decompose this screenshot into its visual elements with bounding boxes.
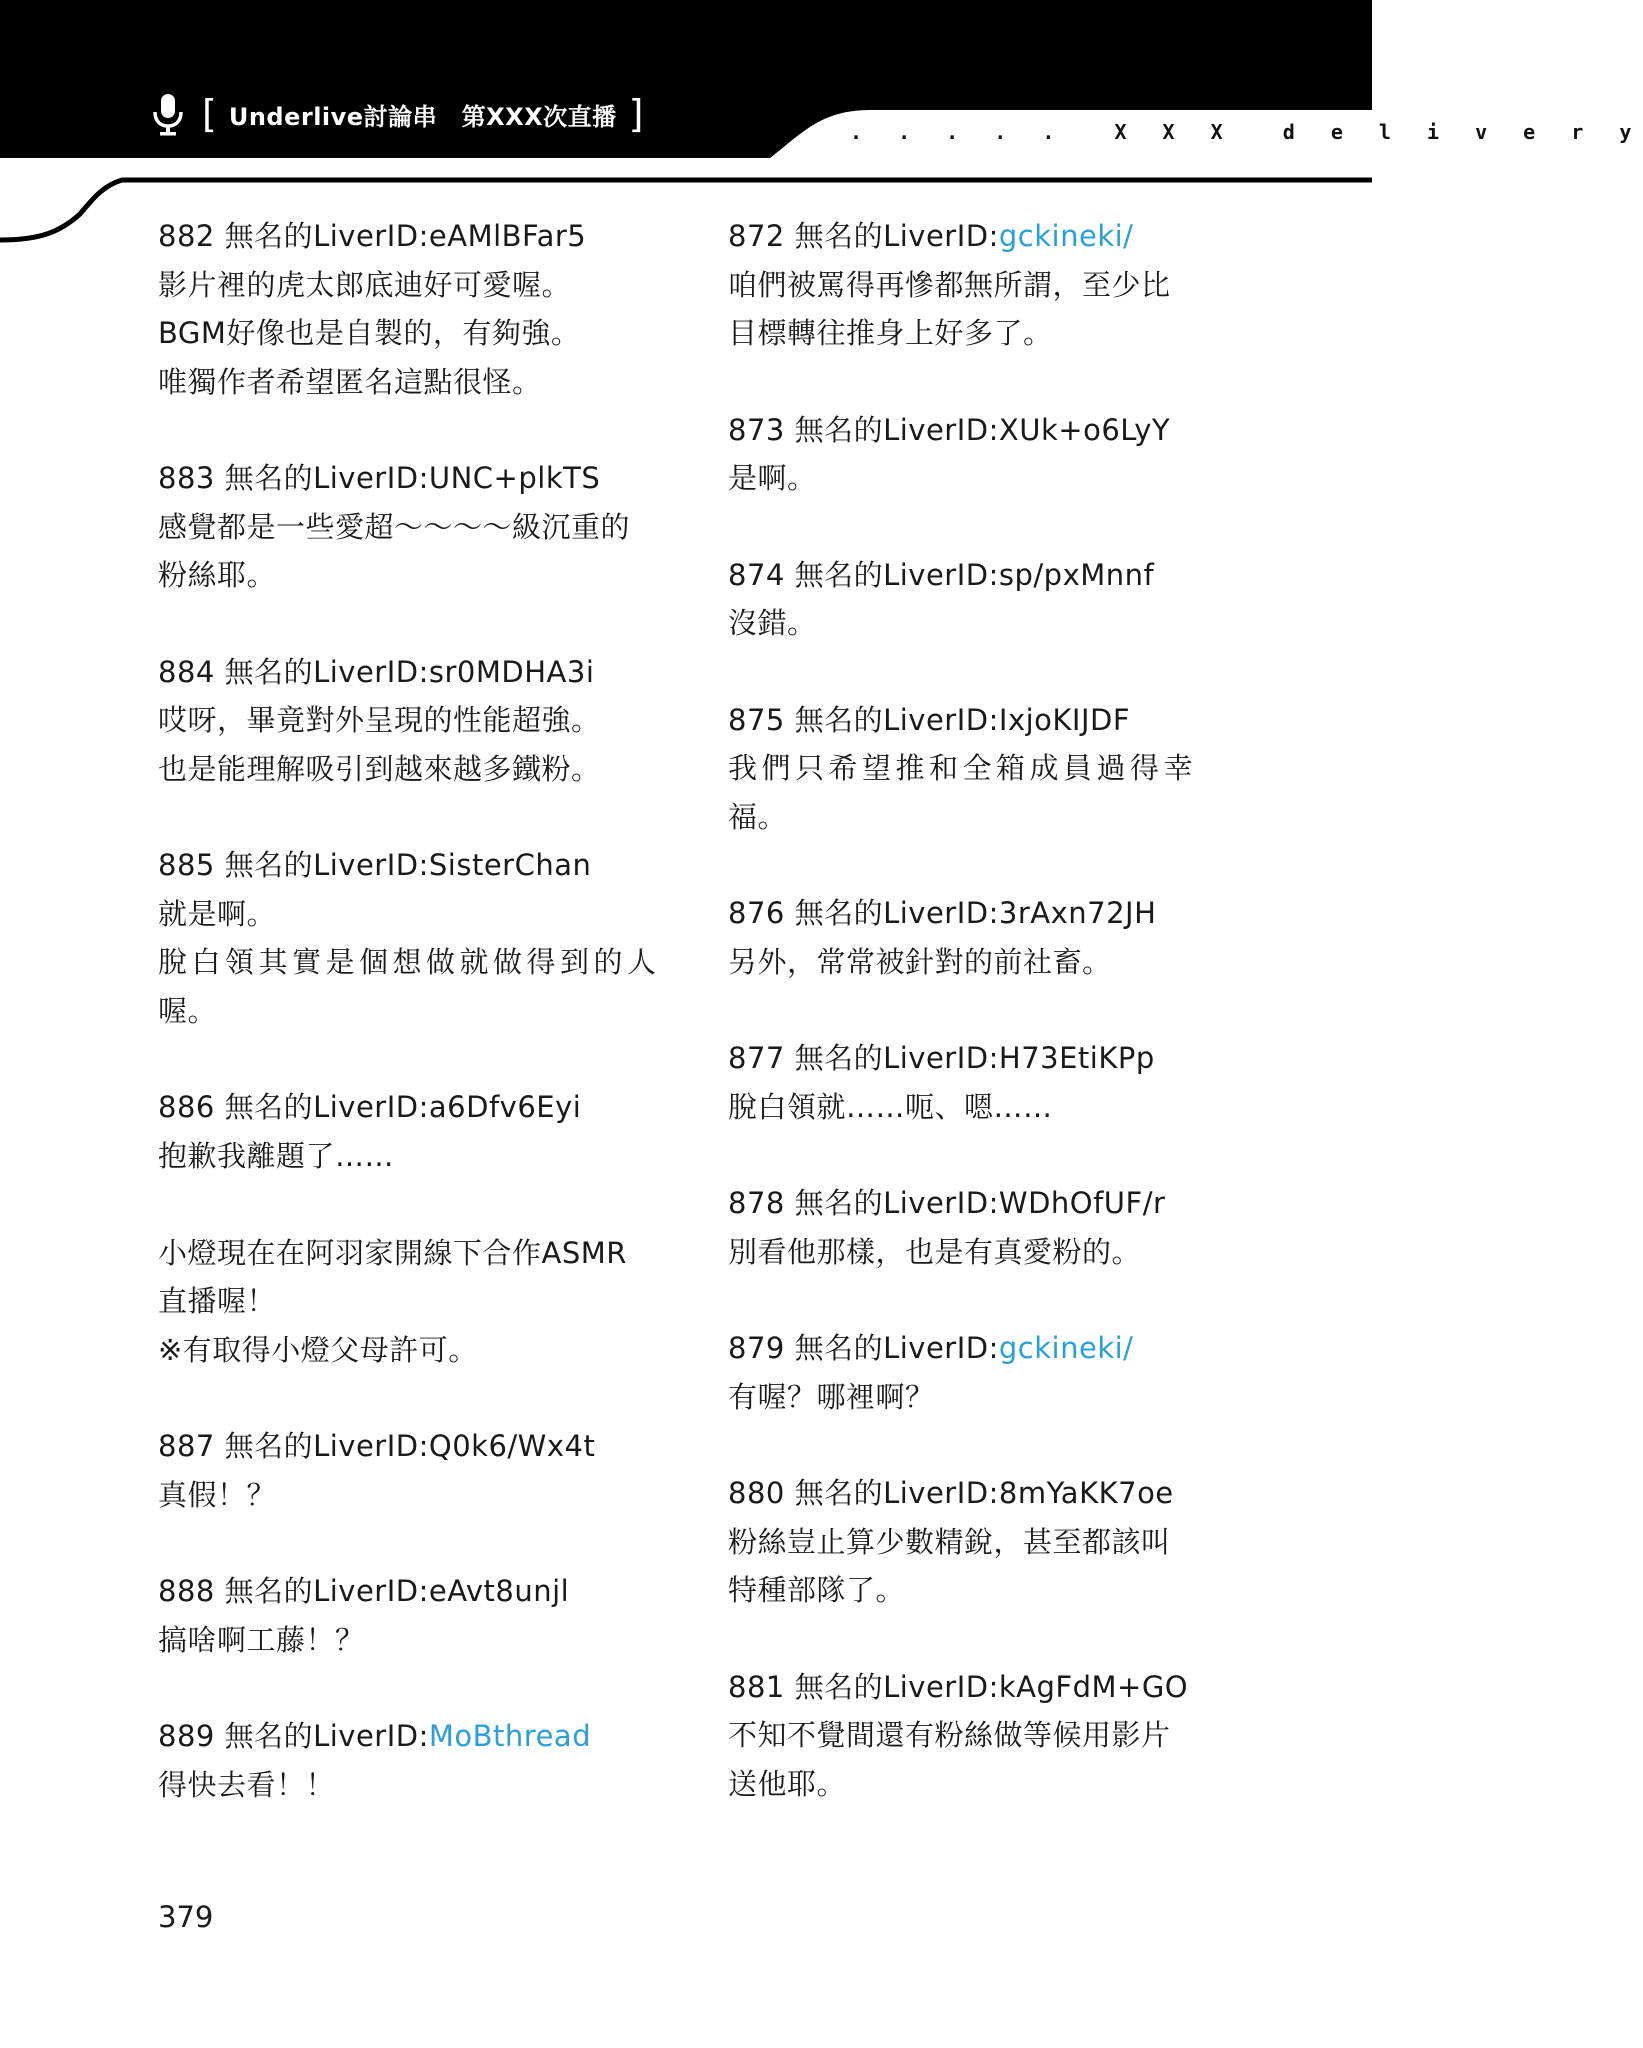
- poster-id: IxjoKIJDF: [998, 702, 1131, 737]
- post-header: [158, 841, 658, 890]
- post-text-line: 唯獨作者希望匿名這點很怪。: [158, 364, 542, 399]
- post-number: 875: [728, 702, 785, 737]
- id-label: ID:: [956, 896, 999, 930]
- header-title: Underlive討論串 第XXX次直播: [228, 102, 617, 131]
- id-label: ID:: [386, 1090, 429, 1124]
- post-header: [158, 1422, 658, 1471]
- post-number: 879: [728, 1331, 785, 1365]
- post-text-line: 送他耶。: [728, 1766, 847, 1801]
- post-text-line: 目標轉往推身上好多了。: [728, 316, 1053, 350]
- post-header: [728, 1034, 1228, 1083]
- id-label: ID:: [956, 1331, 999, 1365]
- post-text-line: 別看他那樣，也是有真愛粉的。: [728, 1234, 1142, 1269]
- post-header: [728, 889, 1228, 938]
- id-label: ID:: [956, 1041, 999, 1075]
- post-text-line: 搞啥啊工藤！？: [158, 1622, 365, 1657]
- post-text-line: 是啊。: [728, 461, 817, 495]
- id-label: ID:: [386, 1719, 429, 1753]
- poster-id: eAMlBFar5: [428, 219, 587, 253]
- post-header: [728, 1324, 1228, 1373]
- post-text-line: 就是啊。: [158, 896, 277, 931]
- post: [728, 1179, 1228, 1276]
- post: [728, 1663, 1228, 1809]
- post-text-line: 小燈現在在阿羽家開線下合作ASMR: [158, 1235, 627, 1270]
- post-text-line: 抱歉我離題了……: [158, 1138, 395, 1173]
- post-header-space: [785, 1331, 795, 1365]
- post-header: [158, 454, 658, 503]
- post-text-line: 另外，常常被針對的前社畜。: [728, 944, 1112, 979]
- post-text-line: 影片裡的虎太郎底迪好可愛喔。: [158, 267, 572, 302]
- post: [158, 1712, 658, 1809]
- post: [158, 648, 658, 794]
- post-header-space: [215, 461, 225, 495]
- post: [728, 1469, 1228, 1615]
- poster-id: H73EtiKPp: [998, 1041, 1155, 1075]
- poster-id: MoBthread: [428, 1719, 592, 1753]
- post: [158, 841, 661, 1035]
- id-label: ID:: [956, 1669, 999, 1704]
- post-header: [158, 1567, 658, 1616]
- post-number: 872: [728, 219, 785, 253]
- post-text-line: 我們只希望推和全箱成員過得幸: [728, 751, 1198, 785]
- post-text-line: 特種部隊了。: [728, 1573, 906, 1607]
- poster-id: gckineki/: [998, 1331, 1134, 1365]
- poster-id: eAvt8unjl: [428, 1574, 570, 1608]
- post-header: [728, 1663, 1228, 1712]
- poster-name: 無名的Liver: [224, 654, 387, 689]
- post-text-line: BGM好像也是自製的，有夠強。: [158, 316, 581, 350]
- post-text-line: 得快去看！！: [158, 1767, 336, 1802]
- post-header: [728, 1469, 1228, 1518]
- post-header-space: [785, 1476, 795, 1510]
- poster-id: kAgFdM+GO: [998, 1669, 1189, 1704]
- post-header-space: [215, 1574, 225, 1608]
- page-number: 379: [158, 1900, 214, 1934]
- poster-name: 無名的Liver: [224, 1090, 387, 1124]
- poster-name: 無名的Liver: [794, 1331, 957, 1365]
- post-header-space: [215, 848, 225, 882]
- post-header-space: [785, 558, 795, 592]
- post: [158, 454, 658, 600]
- right-column: [728, 212, 1228, 1856]
- poster-id: sp/pxMnnf: [998, 557, 1155, 592]
- poster-id: WDhOfUF/r: [998, 1186, 1166, 1220]
- id-label: ID:: [956, 1476, 999, 1510]
- post-text-line: 粉絲耶。: [158, 558, 277, 592]
- id-label: ID:: [956, 219, 999, 253]
- post: [728, 212, 1228, 358]
- poster-name: 無名的Liver: [224, 1574, 387, 1608]
- post-header-space: [785, 413, 795, 447]
- post-text-line: 直播喔！: [158, 1284, 277, 1318]
- id-label: ID:: [386, 461, 429, 495]
- header-bracket-left: [: [202, 92, 217, 136]
- post-text-line: 咱們被罵得再慘都無所謂，至少比: [728, 267, 1171, 302]
- poster-name: 無名的Liver: [794, 1669, 957, 1704]
- post: [158, 1567, 658, 1664]
- poster-name: 無名的Liver: [224, 461, 387, 495]
- post-header-space: [785, 896, 795, 930]
- header-subtitle: . . . . . X X X d e l i v e r y: [850, 120, 1643, 144]
- post: [158, 212, 658, 406]
- post-header: [158, 1712, 658, 1761]
- post-text-line: 有喔？哪裡啊？: [728, 1379, 935, 1414]
- post-header: [728, 551, 1228, 600]
- id-label: ID:: [956, 412, 999, 447]
- post-header-space: [215, 1719, 225, 1753]
- post-text-line: 也是能理解吸引到越來越多鐵粉。: [158, 751, 601, 786]
- post-text-line: 感覺都是一些愛超〜〜〜〜級沉重的: [158, 509, 631, 544]
- post-number: 881: [728, 1669, 785, 1704]
- post-number: 888: [158, 1574, 215, 1608]
- poster-id: sr0MDHA3i: [428, 654, 595, 689]
- post-header: [728, 696, 1228, 745]
- post: [728, 696, 1228, 842]
- post-text-line: 粉絲豈止算少數精銳，甚至都該叫: [728, 1524, 1171, 1559]
- microphone-icon: [150, 92, 186, 136]
- poster-name: 無名的Liver: [794, 896, 957, 930]
- id-label: ID:: [386, 1574, 429, 1608]
- poster-id: XUk+o6LyY: [998, 412, 1171, 447]
- post-header-space: [215, 1090, 225, 1124]
- post-number: 878: [728, 1186, 785, 1220]
- poster-id: gckineki/: [998, 219, 1134, 253]
- poster-name: 無名的Liver: [224, 1429, 387, 1463]
- poster-name: 無名的Liver: [794, 557, 957, 592]
- post: [728, 889, 1228, 986]
- poster-id: 3rAxn72JH: [998, 896, 1157, 930]
- post-text-line: 福。: [728, 799, 788, 834]
- poster-id: Q0k6/Wx4t: [428, 1429, 596, 1463]
- post-text-line: 真假！？: [158, 1477, 277, 1512]
- poster-id: UNC+plkTS: [428, 461, 601, 495]
- post-text-line: 不知不覺間還有粉絲做等候用影片: [728, 1718, 1171, 1752]
- poster-name: 無名的Liver: [794, 1186, 957, 1220]
- poster-id: 8mYaKK7oe: [998, 1476, 1174, 1510]
- post-header: [728, 212, 1228, 261]
- post: [728, 1324, 1228, 1421]
- post-header: [158, 212, 658, 261]
- poster-name: 無名的Liver: [224, 219, 387, 253]
- post: [728, 551, 1228, 648]
- post-text-line: 沒錯。: [728, 606, 817, 640]
- post: [728, 406, 1228, 503]
- post-number: 885: [158, 848, 215, 882]
- post-number: 883: [158, 461, 215, 495]
- post-header: [728, 1179, 1228, 1228]
- post-text-line: 喔。: [158, 993, 218, 1028]
- post-header-space: [215, 219, 225, 253]
- id-label: ID:: [386, 1429, 429, 1463]
- poster-name: 無名的Liver: [794, 219, 957, 253]
- post-number: 877: [728, 1041, 785, 1075]
- post-header-space: [785, 1670, 795, 1704]
- post: [158, 1422, 658, 1519]
- poster-id: SisterChan: [428, 848, 592, 882]
- poster-name: 無名的Liver: [224, 848, 387, 882]
- id-label: ID:: [956, 1186, 999, 1220]
- post-header-space: [785, 1041, 795, 1075]
- post-text-line: ※有取得小燈父母許可。: [158, 1332, 478, 1367]
- post-header: [728, 406, 1228, 455]
- post-text-line: 脫白領其實是個想做就做得到的人: [158, 945, 661, 979]
- id-label: ID:: [386, 654, 429, 689]
- post-number: 884: [158, 654, 215, 689]
- left-column: [158, 212, 661, 1857]
- poster-name: 無名的Liver: [794, 1476, 957, 1510]
- post-number: 876: [728, 896, 785, 930]
- post-number: 873: [728, 412, 785, 447]
- poster-name: 無名的Liver: [794, 1041, 957, 1075]
- post: [728, 1034, 1228, 1131]
- post-header-space: [785, 219, 795, 253]
- id-label: ID:: [386, 219, 429, 253]
- header-bracket-right: ]: [628, 92, 644, 136]
- id-label: ID:: [956, 702, 999, 737]
- post-number: 886: [158, 1090, 215, 1124]
- paragraph-gap: [158, 1180, 658, 1229]
- post-number: 889: [158, 1719, 215, 1753]
- post-number: 887: [158, 1429, 215, 1463]
- post-header-space: [785, 703, 795, 737]
- post-header: [158, 648, 658, 697]
- poster-name: 無名的Liver: [794, 412, 957, 447]
- post: [158, 1083, 658, 1374]
- post-number: 880: [728, 1476, 785, 1510]
- post-header-space: [785, 1186, 795, 1220]
- id-label: ID:: [386, 848, 429, 882]
- id-label: ID:: [956, 557, 999, 592]
- post-text-line: 脫白領就……呃、嗯……: [728, 1089, 1053, 1124]
- poster-name: 無名的Liver: [794, 702, 957, 737]
- post-number: 882: [158, 219, 215, 253]
- poster-id: a6Dfv6Eyi: [428, 1090, 582, 1124]
- post-text-line: 哎呀，畢竟對外呈現的性能超強。: [158, 703, 601, 737]
- post-header-space: [215, 655, 225, 689]
- post-header: [158, 1083, 658, 1132]
- post-header-space: [215, 1429, 225, 1463]
- post-number: 874: [728, 557, 785, 592]
- header-title-bar: [150, 90, 643, 138]
- poster-name: 無名的Liver: [224, 1719, 387, 1753]
